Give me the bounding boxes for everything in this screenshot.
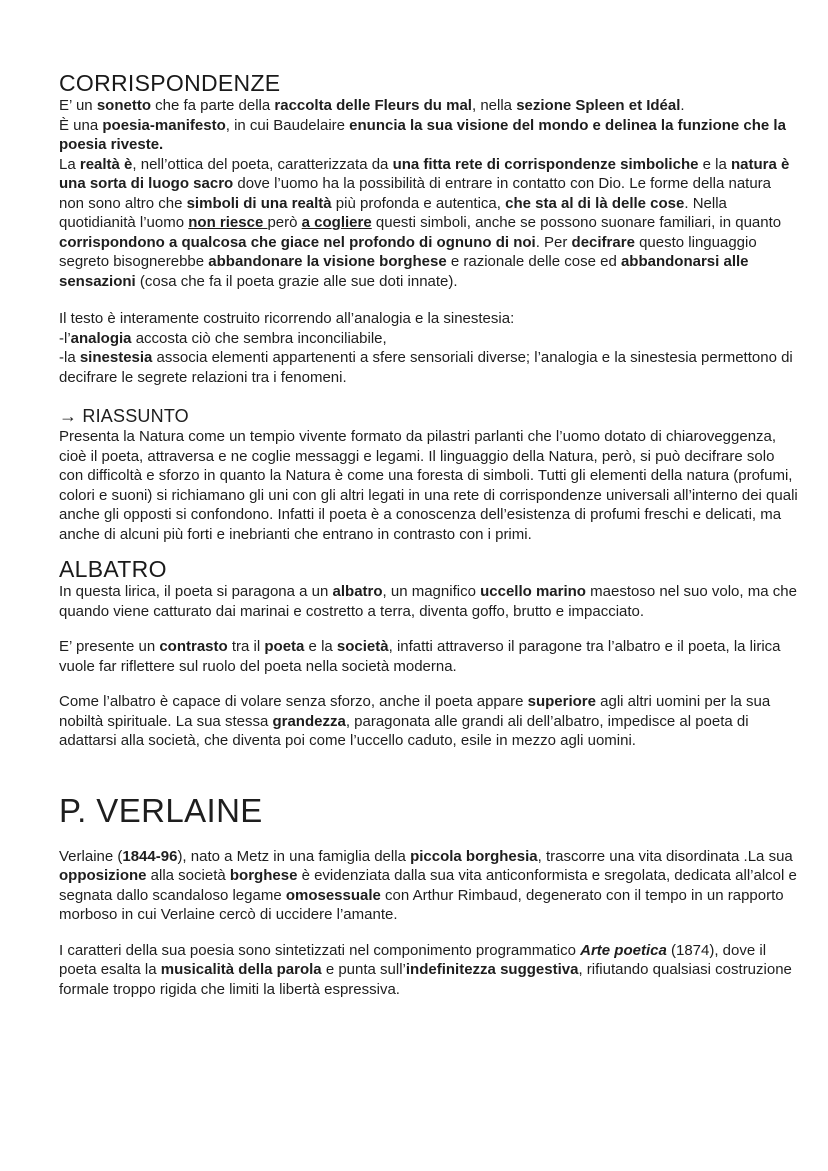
body-text: , paragonata alle grandi ali dell’albatro, impedisce al poeta di adattarsi alla società, che diventa poi come l’uccello caduto, esile in mezzo agli uomini. [59, 712, 749, 749]
body-text: tra il [227, 638, 265, 655]
corrispondenze-paragraph-3 [59, 155, 799, 292]
body-text: E’ un [59, 97, 97, 114]
riassunto-paragraph-1 [59, 427, 799, 544]
corrispondenze-paragraph-5 [59, 329, 799, 349]
body-text: , rifiutando qualsiasi costruzione formale troppo rigida che limiti la libertà espressiva. [59, 961, 792, 998]
body-text: E’ presente un [59, 638, 160, 655]
body-text: e punta sull’ [321, 961, 406, 978]
body-text: accosta ciò che sembra inconciliabile, [131, 329, 387, 347]
body-text: e la [698, 155, 731, 173]
body-text: La [59, 155, 80, 173]
bold-text: piccola borghesia [410, 847, 538, 865]
bold-text: Arte poetica [580, 941, 667, 959]
bold-text: abbandonarsi alle sensazioni [59, 253, 749, 290]
section-title-corrispondenze: CORRISPONDENZE [59, 70, 281, 96]
bold-text: natura è una sorta di luogo sacro [59, 155, 790, 192]
bold-text: sezione Spleen et Idéal [516, 97, 681, 114]
bold-text: albatro [332, 583, 383, 600]
bold-text: realtà è [79, 155, 133, 173]
body-text: questo linguaggio segreto bisognerebbe [59, 233, 757, 270]
body-text: associa elementi appartenenti a sfere sensoriali diverse; l’analogia e la sinestesia permettono di decifrare le segrete relazioni tra i fenomeni. [59, 349, 793, 386]
corrispondenze-paragraph-1 [59, 96, 799, 116]
bold-text: 1844-96 [122, 847, 178, 865]
body-text: -la [59, 349, 80, 366]
bold-text: sonetto [96, 97, 151, 114]
bold-text: contrasto [159, 638, 228, 655]
body-text: più profonda e autentica, [331, 194, 506, 212]
body-text: . [680, 97, 685, 114]
body-text: I caratteri della sua poesia sono sintetizzati nel componimento programmatico [59, 941, 581, 959]
body-text: (cosa che fa il poeta grazie alle sue doti innate). [135, 272, 458, 290]
body-text: , un magnifico [382, 583, 481, 600]
body-text: È una [59, 116, 103, 134]
body-text: però [267, 214, 302, 231]
bold-text: enuncia la sua visione del mondo e delinea la funzione che la poesia riveste. [59, 116, 786, 153]
verlaine-paragraph-2 [59, 941, 799, 1000]
corrispondenze-paragraph-6 [59, 348, 799, 387]
bold-text: borghese [229, 867, 298, 884]
bold-text: analogia [70, 329, 132, 347]
bold-text: una fitta rete di corrispondenze simboliche [392, 155, 699, 173]
body-text: (1874), dove il poeta esalta la [59, 941, 767, 978]
body-text: Il testo è interamente costruito ricorrendo all’analogia e la sinestesia: [59, 310, 515, 327]
albatro-paragraph-3 [59, 692, 799, 751]
bold-text: raccolta delle Fleurs du mal [274, 97, 472, 114]
body-text: , trascorre una vita disordinata .La sua [537, 847, 793, 865]
section-title-riassunto: → RIASSUNTO [59, 406, 189, 426]
body-text: , nella [471, 97, 517, 114]
verlaine-paragraph-1 [59, 847, 799, 925]
body-text: Presenta la Natura come un tempio vivente formato da pilastri parlanti che l’uomo dotato di chiaroveggenza, cioè il poeta, attraversa e ne coglie messaggi e legami. Il linguaggio della Natura, però, si può decifrare solo con difficoltà e sforzo in quanto la Natura è come una foresta di simboli. Tutti gli elementi della natura (profumi, colori e suoni) si richiamano gli uni con gli altri legati in una rete di corrispondenze universali all’interno dei quali anche gli opposti si confondono. Infatti il poeta è a conoscenza dell’esistenza di profumi freschi e delicati, ma anche di alcuni più forti e inebrianti che entrano in contrasto con i primi. [59, 428, 798, 543]
bold-text: a cogliere [301, 214, 372, 231]
body-text: , infatti attraverso il paragone tra l’albatro e il poeta, la lirica vuole far riflettere sul ruolo del poeta nella società moderna. [59, 638, 781, 675]
bold-text: non riesce [188, 214, 268, 231]
bold-text: musicalità della parola [160, 961, 322, 978]
bold-text: poesia-manifesto [102, 116, 226, 134]
bold-text: grandezza [272, 712, 346, 730]
bold-text: indefinitezza suggestiva [405, 961, 579, 978]
body-text: e la [304, 638, 337, 655]
corrispondenze-paragraph-2 [59, 116, 799, 155]
bold-text: uccello marino [480, 583, 586, 600]
bold-text: abbandonare la visione borghese [208, 253, 447, 270]
body-text: Come l’albatro è capace di volare senza sforzo, anche il poeta appare [59, 693, 528, 710]
body-text: , in cui Baudelaire [225, 116, 350, 134]
section-title-verlaine: P. VERLAINE [59, 791, 263, 829]
body-text: , nell’ottica del poeta, caratterizzata da [132, 155, 393, 173]
body-text: . Per [535, 233, 572, 251]
body-text: ), nato a Metz in una famiglia della [177, 847, 411, 865]
bold-text: decifrare [571, 233, 635, 251]
bold-text: società [336, 638, 389, 655]
albatro-paragraph-2 [59, 637, 799, 676]
body-text: maestoso nel suo volo, ma che quando viene catturato dai marinai e costretto a terra, diventa goffo, brutto e impacciato. [59, 583, 797, 620]
bold-text: simboli di una realtà [186, 194, 332, 212]
body-text: -l’ [59, 329, 71, 347]
body-text: alla società [146, 867, 230, 884]
body-text: con Arthur Rimbaud, degenerato con il tempo in un rapporto morboso in cui Verlaine cercò di uccidere l’amante. [59, 886, 784, 923]
document-page [59, 70, 799, 999]
albatro-paragraph-1 [59, 582, 799, 621]
body-text: Verlaine ( [59, 847, 123, 865]
body-text: è evidenziata dalla sua vita anticonformista e sregolata, dedicata all’alcol e segnata dallo scandaloso legame [59, 867, 797, 904]
body-text: questi simboli, anche se possono suonare familiari, in quanto [371, 214, 782, 231]
corrispondenze-paragraph-4 [59, 309, 799, 329]
bold-text: che sta al di là delle cose [505, 194, 685, 212]
body-text: . Nella quotidianità l’uomo [59, 194, 727, 231]
body-text: dove l’uomo ha la possibilità di entrare in contatto con Dio. Le forme della natura non sono altro che [59, 175, 772, 212]
bold-text: sinestesia [79, 349, 153, 366]
body-text: agli altri uomini per la sua nobiltà spirituale. La sua stessa [59, 693, 771, 730]
body-text: che fa parte della [150, 97, 275, 114]
body-text: e razionale delle cose ed [446, 253, 621, 270]
section-title-albatro: ALBATRO [59, 556, 167, 582]
bold-text: omosessuale [285, 886, 381, 904]
body-text: In questa lirica, il poeta si paragona a un [59, 583, 333, 600]
bold-text: opposizione [59, 867, 147, 884]
bold-text: superiore [527, 693, 596, 710]
bold-text: poeta [264, 638, 305, 655]
bold-text: corrispondono a qualcosa che giace nel profondo di ognuno di noi [59, 233, 536, 251]
